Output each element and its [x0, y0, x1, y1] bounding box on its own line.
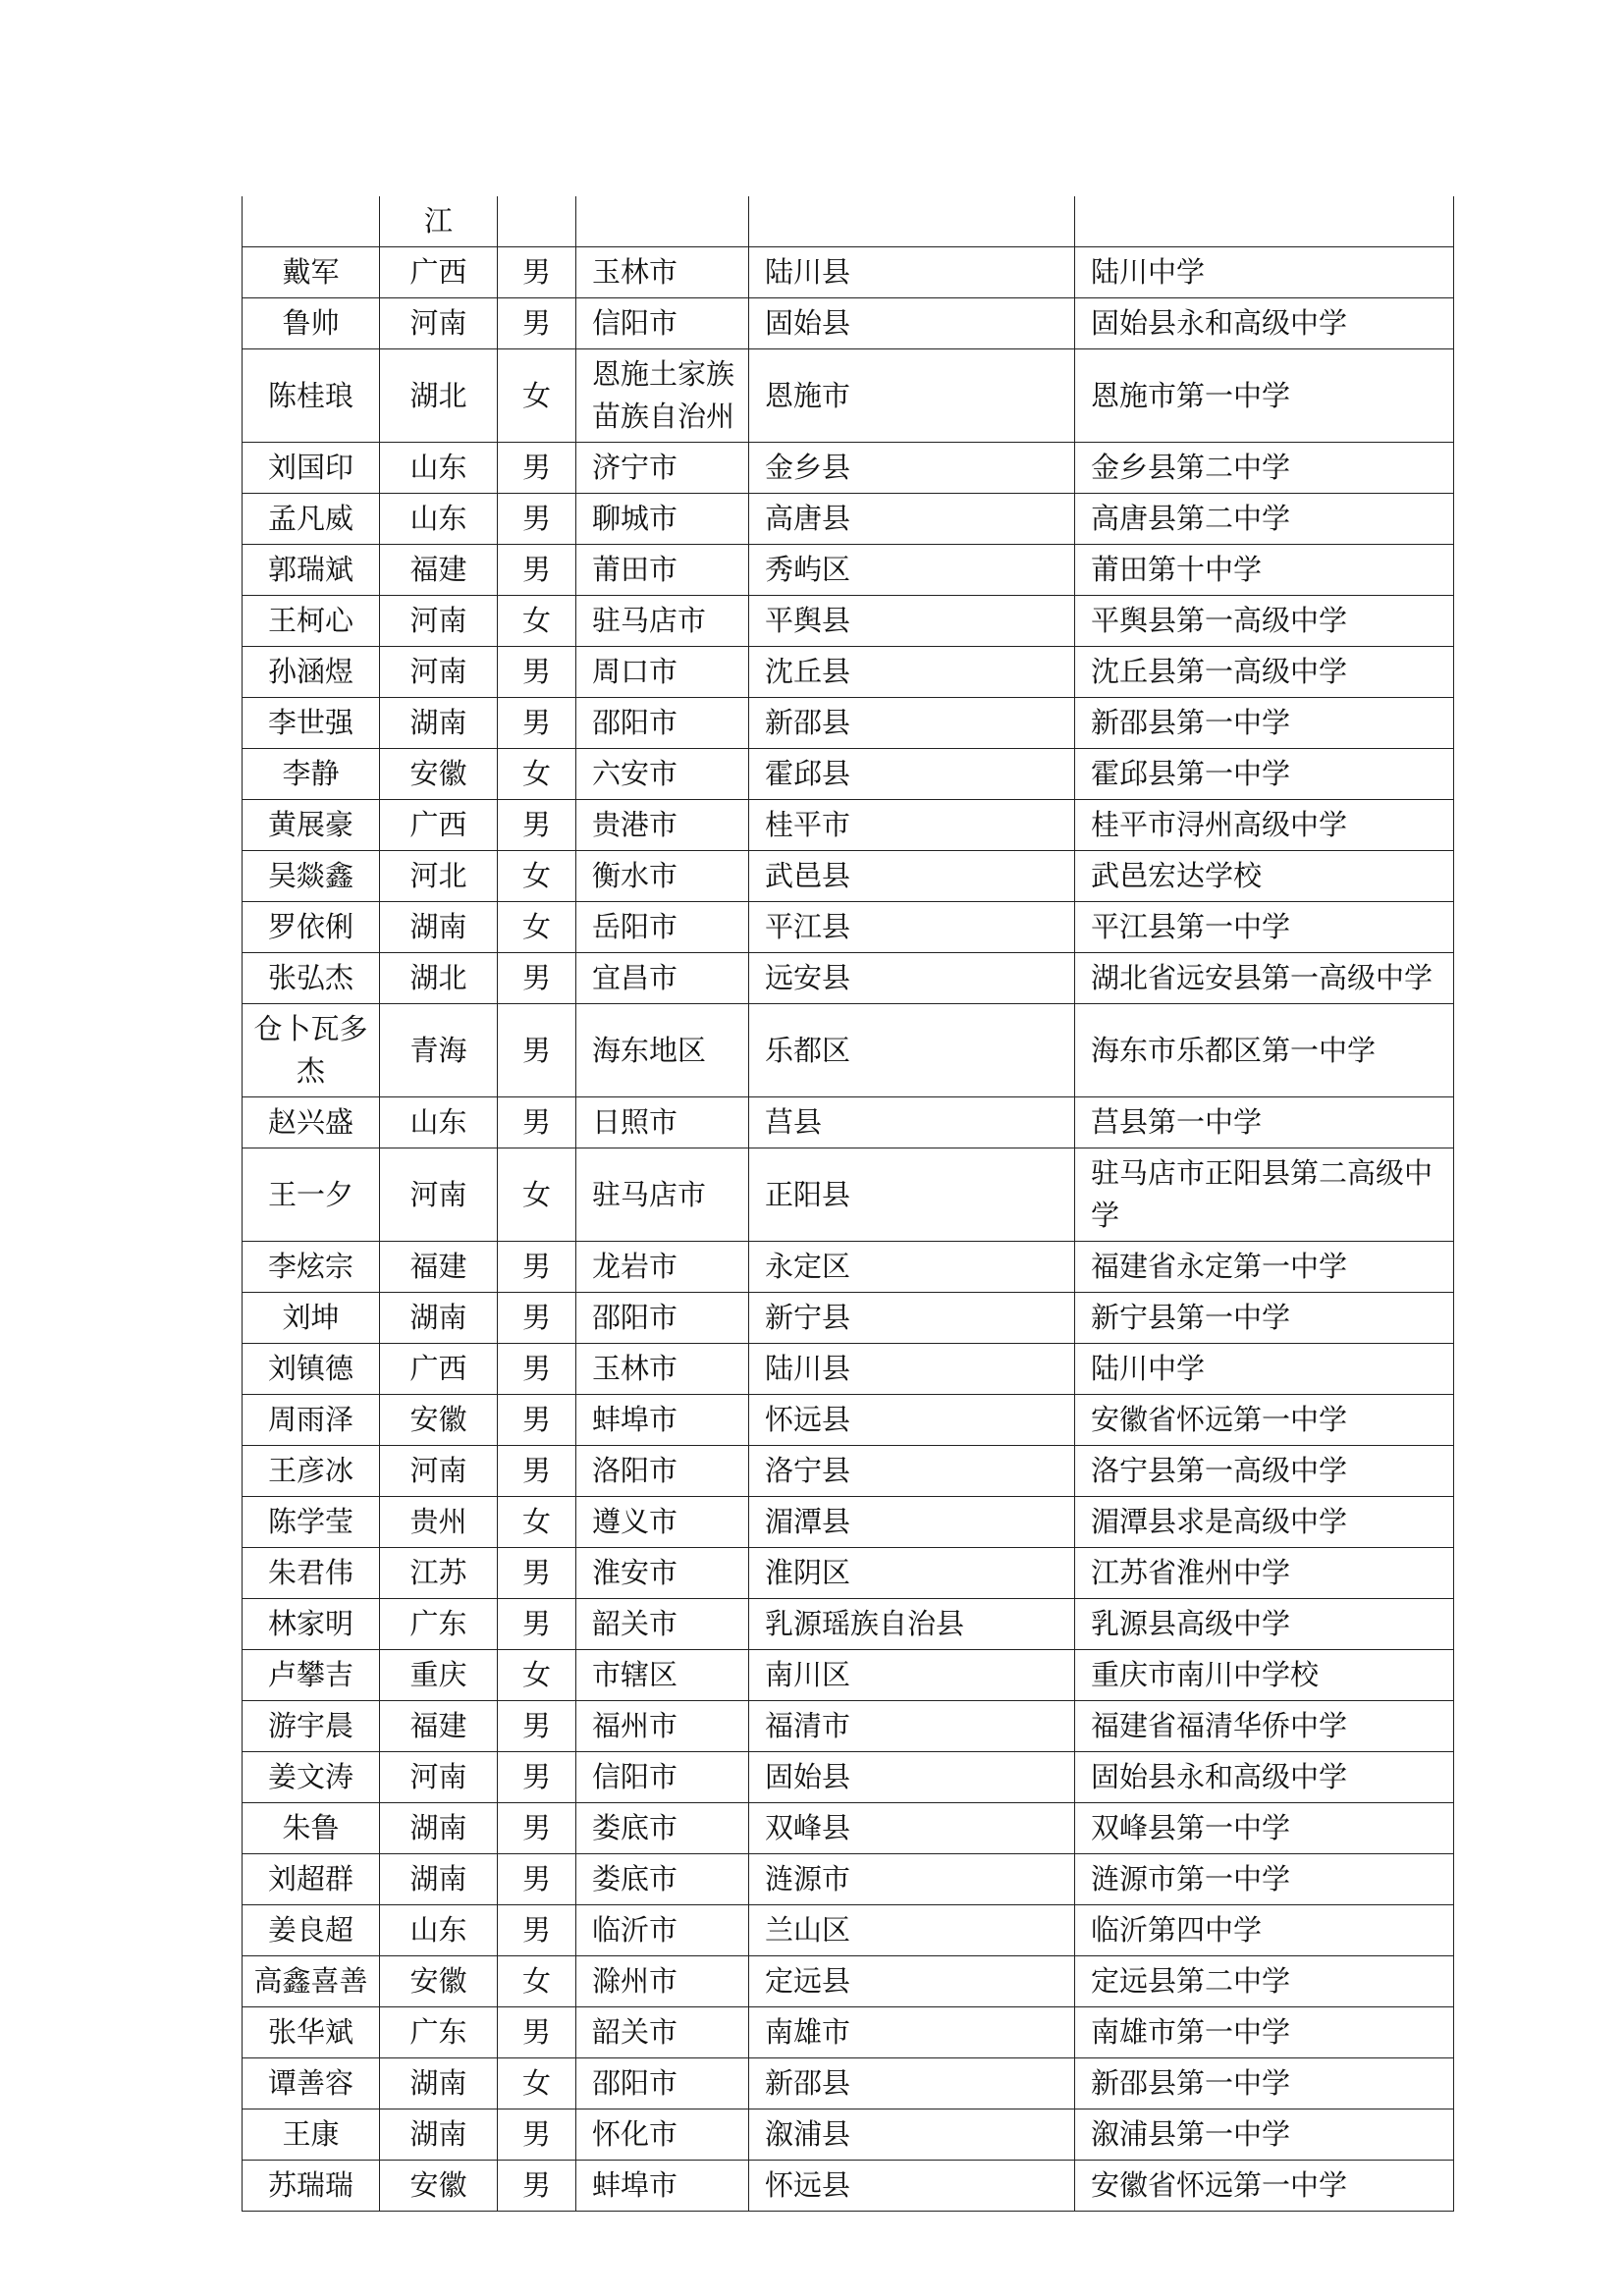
school-cell: 桂平市浔州高级中学	[1075, 800, 1454, 851]
school-cell: 霍邱县第一中学	[1075, 749, 1454, 800]
city-cell: 遵义市	[576, 1497, 749, 1548]
gender-cell: 男	[498, 2007, 576, 2058]
city-cell: 福州市	[576, 1701, 749, 1752]
city-cell: 驻马店市	[576, 596, 749, 647]
province-cell: 山东	[380, 1097, 498, 1148]
county-cell: 正阳县	[749, 1148, 1075, 1242]
county-cell: 南川区	[749, 1650, 1075, 1701]
city-cell: 蚌埠市	[576, 1395, 749, 1446]
table-row	[243, 1395, 1454, 1446]
school-cell: 新邵县第一中学	[1075, 2058, 1454, 2109]
province-cell: 河南	[380, 1148, 498, 1242]
gender-cell: 女	[498, 1650, 576, 1701]
city-cell: 韶关市	[576, 1599, 749, 1650]
province-cell: 江	[380, 196, 498, 247]
county-cell: 秀屿区	[749, 545, 1075, 596]
gender-cell: 男	[498, 1599, 576, 1650]
gender-cell: 男	[498, 443, 576, 494]
county-cell: 平舆县	[749, 596, 1075, 647]
table-row	[243, 851, 1454, 902]
province-cell: 安徽	[380, 2161, 498, 2212]
province-cell: 贵州	[380, 1497, 498, 1548]
city-cell: 娄底市	[576, 1803, 749, 1854]
county-cell: 新宁县	[749, 1293, 1075, 1344]
county-cell: 洛宁县	[749, 1446, 1075, 1497]
school-cell: 安徽省怀远第一中学	[1075, 2161, 1454, 2212]
name-cell: 林家明	[243, 1599, 380, 1650]
gender-cell	[498, 196, 576, 247]
gender-cell: 男	[498, 1752, 576, 1803]
school-cell: 临沂第四中学	[1075, 1905, 1454, 1956]
school-cell: 新邵县第一中学	[1075, 698, 1454, 749]
city-cell: 信阳市	[576, 298, 749, 349]
table-row	[243, 2058, 1454, 2109]
county-cell: 兰山区	[749, 1905, 1075, 1956]
county-cell: 乐都区	[749, 1004, 1075, 1097]
table-row	[243, 1497, 1454, 1548]
city-cell: 日照市	[576, 1097, 749, 1148]
name-cell: 苏瑞瑞	[243, 2161, 380, 2212]
province-cell: 河北	[380, 851, 498, 902]
table-row	[243, 1854, 1454, 1905]
province-cell: 河南	[380, 298, 498, 349]
school-cell: 江苏省淮州中学	[1075, 1548, 1454, 1599]
gender-cell: 男	[498, 953, 576, 1004]
table-row	[243, 1803, 1454, 1854]
city-cell: 恩施土家族苗族自治州	[576, 349, 749, 443]
table-row	[243, 1548, 1454, 1599]
name-cell: 王柯心	[243, 596, 380, 647]
name-cell: 刘镇德	[243, 1344, 380, 1395]
city-cell: 岳阳市	[576, 902, 749, 953]
county-cell: 涟源市	[749, 1854, 1075, 1905]
name-cell: 陈学莹	[243, 1497, 380, 1548]
school-cell: 湖北省远安县第一高级中学	[1075, 953, 1454, 1004]
province-cell: 湖南	[380, 2109, 498, 2161]
county-cell: 怀远县	[749, 2161, 1075, 2212]
table-row	[243, 349, 1454, 443]
county-cell: 平江县	[749, 902, 1075, 953]
province-cell: 重庆	[380, 1650, 498, 1701]
city-cell: 信阳市	[576, 1752, 749, 1803]
gender-cell: 男	[498, 298, 576, 349]
city-cell: 邵阳市	[576, 2058, 749, 2109]
name-cell: 赵兴盛	[243, 1097, 380, 1148]
county-cell: 永定区	[749, 1242, 1075, 1293]
school-cell: 福建省永定第一中学	[1075, 1242, 1454, 1293]
name-cell: 李静	[243, 749, 380, 800]
province-cell: 广东	[380, 1599, 498, 1650]
gender-cell: 女	[498, 1497, 576, 1548]
school-cell: 涟源市第一中学	[1075, 1854, 1454, 1905]
gender-cell: 男	[498, 1701, 576, 1752]
name-cell: 朱鲁	[243, 1803, 380, 1854]
school-cell: 沈丘县第一高级中学	[1075, 647, 1454, 698]
school-cell: 新宁县第一中学	[1075, 1293, 1454, 1344]
name-cell: 李炫宗	[243, 1242, 380, 1293]
name-cell: 陈桂琅	[243, 349, 380, 443]
school-cell: 固始县永和高级中学	[1075, 1752, 1454, 1803]
gender-cell: 男	[498, 1395, 576, 1446]
gender-cell: 男	[498, 247, 576, 298]
city-cell: 洛阳市	[576, 1446, 749, 1497]
school-cell: 平江县第一中学	[1075, 902, 1454, 953]
table-row	[243, 1701, 1454, 1752]
gender-cell: 女	[498, 349, 576, 443]
province-cell: 湖北	[380, 349, 498, 443]
gender-cell: 女	[498, 902, 576, 953]
name-cell: 游宇晨	[243, 1701, 380, 1752]
province-cell: 湖南	[380, 1803, 498, 1854]
name-cell: 卢攀吉	[243, 1650, 380, 1701]
province-cell: 湖南	[380, 1854, 498, 1905]
gender-cell: 女	[498, 1148, 576, 1242]
school-cell: 湄潭县求是高级中学	[1075, 1497, 1454, 1548]
name-cell: 刘国印	[243, 443, 380, 494]
table-row	[243, 698, 1454, 749]
city-cell: 临沂市	[576, 1905, 749, 1956]
city-cell: 邵阳市	[576, 1293, 749, 1344]
gender-cell: 女	[498, 749, 576, 800]
province-cell: 福建	[380, 1242, 498, 1293]
table-row	[243, 800, 1454, 851]
table-row	[243, 1956, 1454, 2007]
city-cell: 邵阳市	[576, 698, 749, 749]
county-cell: 固始县	[749, 298, 1075, 349]
table-row	[243, 1242, 1454, 1293]
table-row	[243, 953, 1454, 1004]
county-cell: 高唐县	[749, 494, 1075, 545]
county-cell: 乳源瑶族自治县	[749, 1599, 1075, 1650]
table-row	[243, 596, 1454, 647]
school-cell: 恩施市第一中学	[1075, 349, 1454, 443]
gender-cell: 男	[498, 647, 576, 698]
gender-cell: 男	[498, 1242, 576, 1293]
school-cell: 安徽省怀远第一中学	[1075, 1395, 1454, 1446]
province-cell: 安徽	[380, 1956, 498, 2007]
county-cell: 湄潭县	[749, 1497, 1075, 1548]
school-cell: 海东市乐都区第一中学	[1075, 1004, 1454, 1097]
city-cell: 济宁市	[576, 443, 749, 494]
roster-table	[242, 196, 1454, 2212]
city-cell: 玉林市	[576, 247, 749, 298]
table-row	[243, 247, 1454, 298]
county-cell: 双峰县	[749, 1803, 1075, 1854]
county-cell: 桂平市	[749, 800, 1075, 851]
table-row	[243, 1344, 1454, 1395]
city-cell: 贵港市	[576, 800, 749, 851]
province-cell: 安徽	[380, 1395, 498, 1446]
gender-cell: 男	[498, 1446, 576, 1497]
county-cell: 霍邱县	[749, 749, 1075, 800]
city-cell: 淮安市	[576, 1548, 749, 1599]
province-cell: 湖南	[380, 2058, 498, 2109]
city-cell: 聊城市	[576, 494, 749, 545]
table-row	[243, 1004, 1454, 1097]
name-cell: 刘坤	[243, 1293, 380, 1344]
name-cell: 孙涵煜	[243, 647, 380, 698]
city-cell: 驻马店市	[576, 1148, 749, 1242]
province-cell: 福建	[380, 545, 498, 596]
city-cell: 蚌埠市	[576, 2161, 749, 2212]
city-cell: 怀化市	[576, 2109, 749, 2161]
school-cell: 武邑宏达学校	[1075, 851, 1454, 902]
name-cell: 王康	[243, 2109, 380, 2161]
name-cell: 刘超群	[243, 1854, 380, 1905]
roster-table-body	[243, 196, 1454, 2212]
school-cell: 乳源县高级中学	[1075, 1599, 1454, 1650]
city-cell: 滁州市	[576, 1956, 749, 2007]
name-cell: 黄展豪	[243, 800, 380, 851]
county-cell	[749, 196, 1075, 247]
name-cell: 张华斌	[243, 2007, 380, 2058]
gender-cell: 男	[498, 1344, 576, 1395]
province-cell: 湖北	[380, 953, 498, 1004]
city-cell: 娄底市	[576, 1854, 749, 1905]
table-row	[243, 2109, 1454, 2161]
school-cell: 莒县第一中学	[1075, 1097, 1454, 1148]
name-cell: 吴燚鑫	[243, 851, 380, 902]
school-cell: 莆田第十中学	[1075, 545, 1454, 596]
table-row	[243, 2161, 1454, 2212]
province-cell: 湖南	[380, 698, 498, 749]
province-cell: 山东	[380, 494, 498, 545]
school-cell: 陆川中学	[1075, 247, 1454, 298]
table-row	[243, 902, 1454, 953]
gender-cell: 女	[498, 1956, 576, 2007]
province-cell: 河南	[380, 1446, 498, 1497]
province-cell: 山东	[380, 443, 498, 494]
table-row	[243, 2007, 1454, 2058]
province-cell: 广西	[380, 1344, 498, 1395]
county-cell: 武邑县	[749, 851, 1075, 902]
name-cell: 张弘杰	[243, 953, 380, 1004]
school-cell: 金乡县第二中学	[1075, 443, 1454, 494]
city-cell: 周口市	[576, 647, 749, 698]
county-cell: 怀远县	[749, 1395, 1075, 1446]
table-row	[243, 545, 1454, 596]
gender-cell: 男	[498, 800, 576, 851]
gender-cell: 男	[498, 2109, 576, 2161]
gender-cell: 男	[498, 1854, 576, 1905]
county-cell: 固始县	[749, 1752, 1075, 1803]
table-row	[243, 1905, 1454, 1956]
gender-cell: 男	[498, 1004, 576, 1097]
school-cell: 固始县永和高级中学	[1075, 298, 1454, 349]
city-cell: 衡水市	[576, 851, 749, 902]
county-cell: 溆浦县	[749, 2109, 1075, 2161]
province-cell: 青海	[380, 1004, 498, 1097]
city-cell: 海东地区	[576, 1004, 749, 1097]
province-cell: 河南	[380, 647, 498, 698]
table-row	[243, 1446, 1454, 1497]
county-cell: 淮阴区	[749, 1548, 1075, 1599]
table-row	[243, 1293, 1454, 1344]
city-cell: 宜昌市	[576, 953, 749, 1004]
gender-cell: 女	[498, 596, 576, 647]
province-cell: 湖南	[380, 902, 498, 953]
school-cell: 驻马店市正阳县第二高级中学	[1075, 1148, 1454, 1242]
gender-cell: 男	[498, 494, 576, 545]
gender-cell: 女	[498, 851, 576, 902]
school-cell: 南雄市第一中学	[1075, 2007, 1454, 2058]
gender-cell: 男	[498, 1548, 576, 1599]
province-cell: 江苏	[380, 1548, 498, 1599]
table-row	[243, 749, 1454, 800]
name-cell: 仓卜瓦多杰	[243, 1004, 380, 1097]
table-row	[243, 494, 1454, 545]
city-cell: 玉林市	[576, 1344, 749, 1395]
table-row-continuation	[243, 196, 1454, 247]
table-row	[243, 1650, 1454, 1701]
county-cell: 新邵县	[749, 2058, 1075, 2109]
table-row	[243, 647, 1454, 698]
name-cell: 鲁帅	[243, 298, 380, 349]
county-cell: 定远县	[749, 1956, 1075, 2007]
school-cell: 平舆县第一高级中学	[1075, 596, 1454, 647]
province-cell: 广东	[380, 2007, 498, 2058]
name-cell: 周雨泽	[243, 1395, 380, 1446]
province-cell: 广西	[380, 800, 498, 851]
province-cell: 湖南	[380, 1293, 498, 1344]
name-cell: 孟凡威	[243, 494, 380, 545]
province-cell: 山东	[380, 1905, 498, 1956]
county-cell: 陆川县	[749, 1344, 1075, 1395]
table-row	[243, 1148, 1454, 1242]
county-cell: 陆川县	[749, 247, 1075, 298]
name-cell: 谭善容	[243, 2058, 380, 2109]
name-cell: 王彦冰	[243, 1446, 380, 1497]
province-cell: 广西	[380, 247, 498, 298]
school-cell: 溆浦县第一中学	[1075, 2109, 1454, 2161]
table-row	[243, 298, 1454, 349]
school-cell: 高唐县第二中学	[1075, 494, 1454, 545]
county-cell: 恩施市	[749, 349, 1075, 443]
province-cell: 河南	[380, 1752, 498, 1803]
school-cell: 洛宁县第一高级中学	[1075, 1446, 1454, 1497]
county-cell: 金乡县	[749, 443, 1075, 494]
school-cell	[1075, 196, 1454, 247]
gender-cell: 女	[498, 2058, 576, 2109]
gender-cell: 男	[498, 1803, 576, 1854]
province-cell: 安徽	[380, 749, 498, 800]
school-cell: 重庆市南川中学校	[1075, 1650, 1454, 1701]
name-cell: 王一夕	[243, 1148, 380, 1242]
name-cell: 姜良超	[243, 1905, 380, 1956]
city-cell	[576, 196, 749, 247]
province-cell: 河南	[380, 596, 498, 647]
table-row	[243, 1097, 1454, 1148]
school-cell: 陆川中学	[1075, 1344, 1454, 1395]
name-cell: 戴军	[243, 247, 380, 298]
school-cell: 定远县第二中学	[1075, 1956, 1454, 2007]
table-row	[243, 1599, 1454, 1650]
name-cell: 高鑫喜善	[243, 1956, 380, 2007]
name-cell	[243, 196, 380, 247]
gender-cell: 男	[498, 2161, 576, 2212]
gender-cell: 男	[498, 698, 576, 749]
city-cell: 莆田市	[576, 545, 749, 596]
province-cell: 福建	[380, 1701, 498, 1752]
name-cell: 姜文涛	[243, 1752, 380, 1803]
name-cell: 郭瑞斌	[243, 545, 380, 596]
gender-cell: 男	[498, 545, 576, 596]
table-row	[243, 1752, 1454, 1803]
county-cell: 南雄市	[749, 2007, 1075, 2058]
county-cell: 新邵县	[749, 698, 1075, 749]
county-cell: 莒县	[749, 1097, 1075, 1148]
city-cell: 龙岩市	[576, 1242, 749, 1293]
gender-cell: 男	[498, 1905, 576, 1956]
name-cell: 朱君伟	[243, 1548, 380, 1599]
gender-cell: 男	[498, 1097, 576, 1148]
county-cell: 远安县	[749, 953, 1075, 1004]
school-cell: 福建省福清华侨中学	[1075, 1701, 1454, 1752]
city-cell: 市辖区	[576, 1650, 749, 1701]
name-cell: 罗依俐	[243, 902, 380, 953]
city-cell: 六安市	[576, 749, 749, 800]
school-cell: 双峰县第一中学	[1075, 1803, 1454, 1854]
county-cell: 福清市	[749, 1701, 1075, 1752]
table-row	[243, 443, 1454, 494]
name-cell: 李世强	[243, 698, 380, 749]
gender-cell: 男	[498, 1293, 576, 1344]
county-cell: 沈丘县	[749, 647, 1075, 698]
city-cell: 韶关市	[576, 2007, 749, 2058]
